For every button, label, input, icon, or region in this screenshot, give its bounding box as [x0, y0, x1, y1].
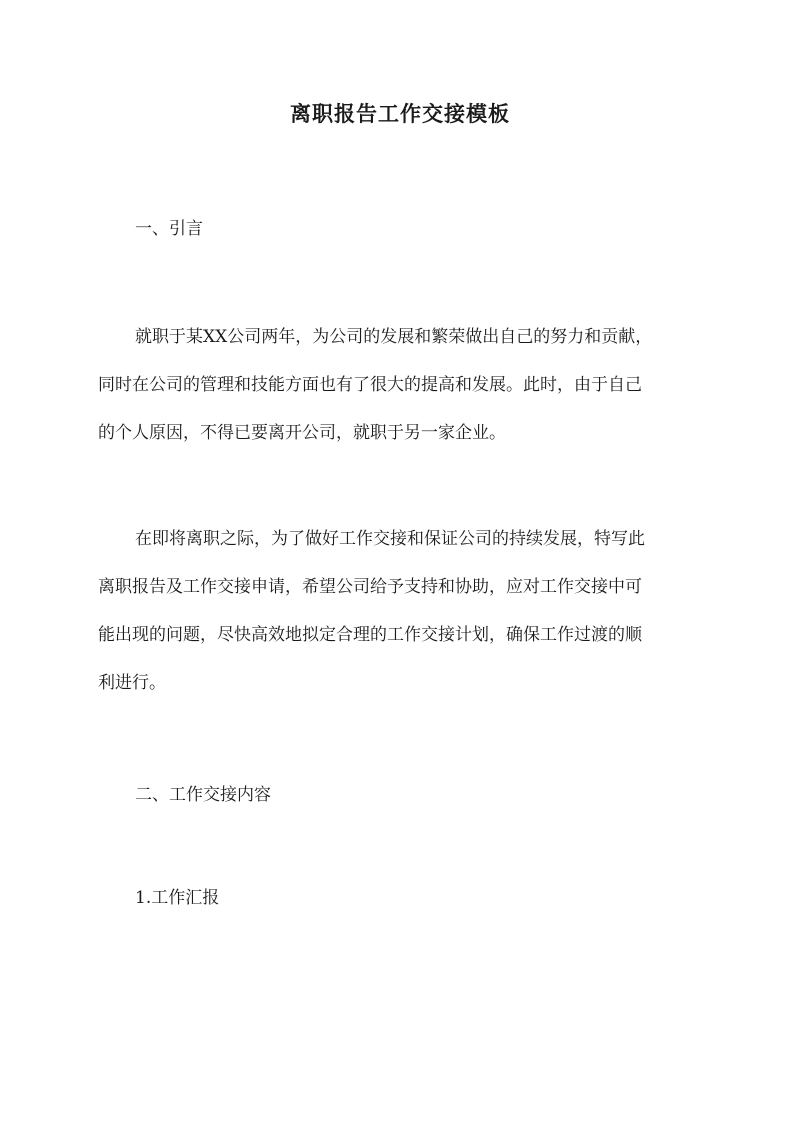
paragraph-intro-2: [98, 515, 706, 707]
section-heading-handover-content: 二、工作交接内容: [135, 785, 271, 805]
paragraph-line: 的个人原因，不得已要离开公司，就职于另一家企业。: [98, 423, 506, 443]
document-title: 离职报告工作交接模板: [290, 101, 510, 126]
paragraph-intro-1: [98, 313, 706, 457]
paragraph-line: 就职于某XX公司两年，为公司的发展和繁荣做出自己的努力和贡献，: [135, 327, 653, 347]
paragraph-line: 离职报告及工作交接申请，希望公司给予支持和协助，应对工作交接中可: [98, 577, 642, 597]
paragraph-line: 能出现的问题，尽快高效地拟定合理的工作交接计划，确保工作过渡的顺: [98, 625, 642, 645]
paragraph-line: 利进行。: [98, 673, 166, 693]
subheading-work-report: 1.工作汇报: [135, 888, 220, 908]
paragraph-line: 在即将离职之际，为了做好工作交接和保证公司的持续发展，特写此: [135, 529, 645, 549]
paragraph-line: 同时在公司的管理和技能方面也有了很大的提高和发展。此时，由于自己: [98, 375, 642, 395]
section-heading-introduction: 一、引言: [135, 219, 203, 239]
